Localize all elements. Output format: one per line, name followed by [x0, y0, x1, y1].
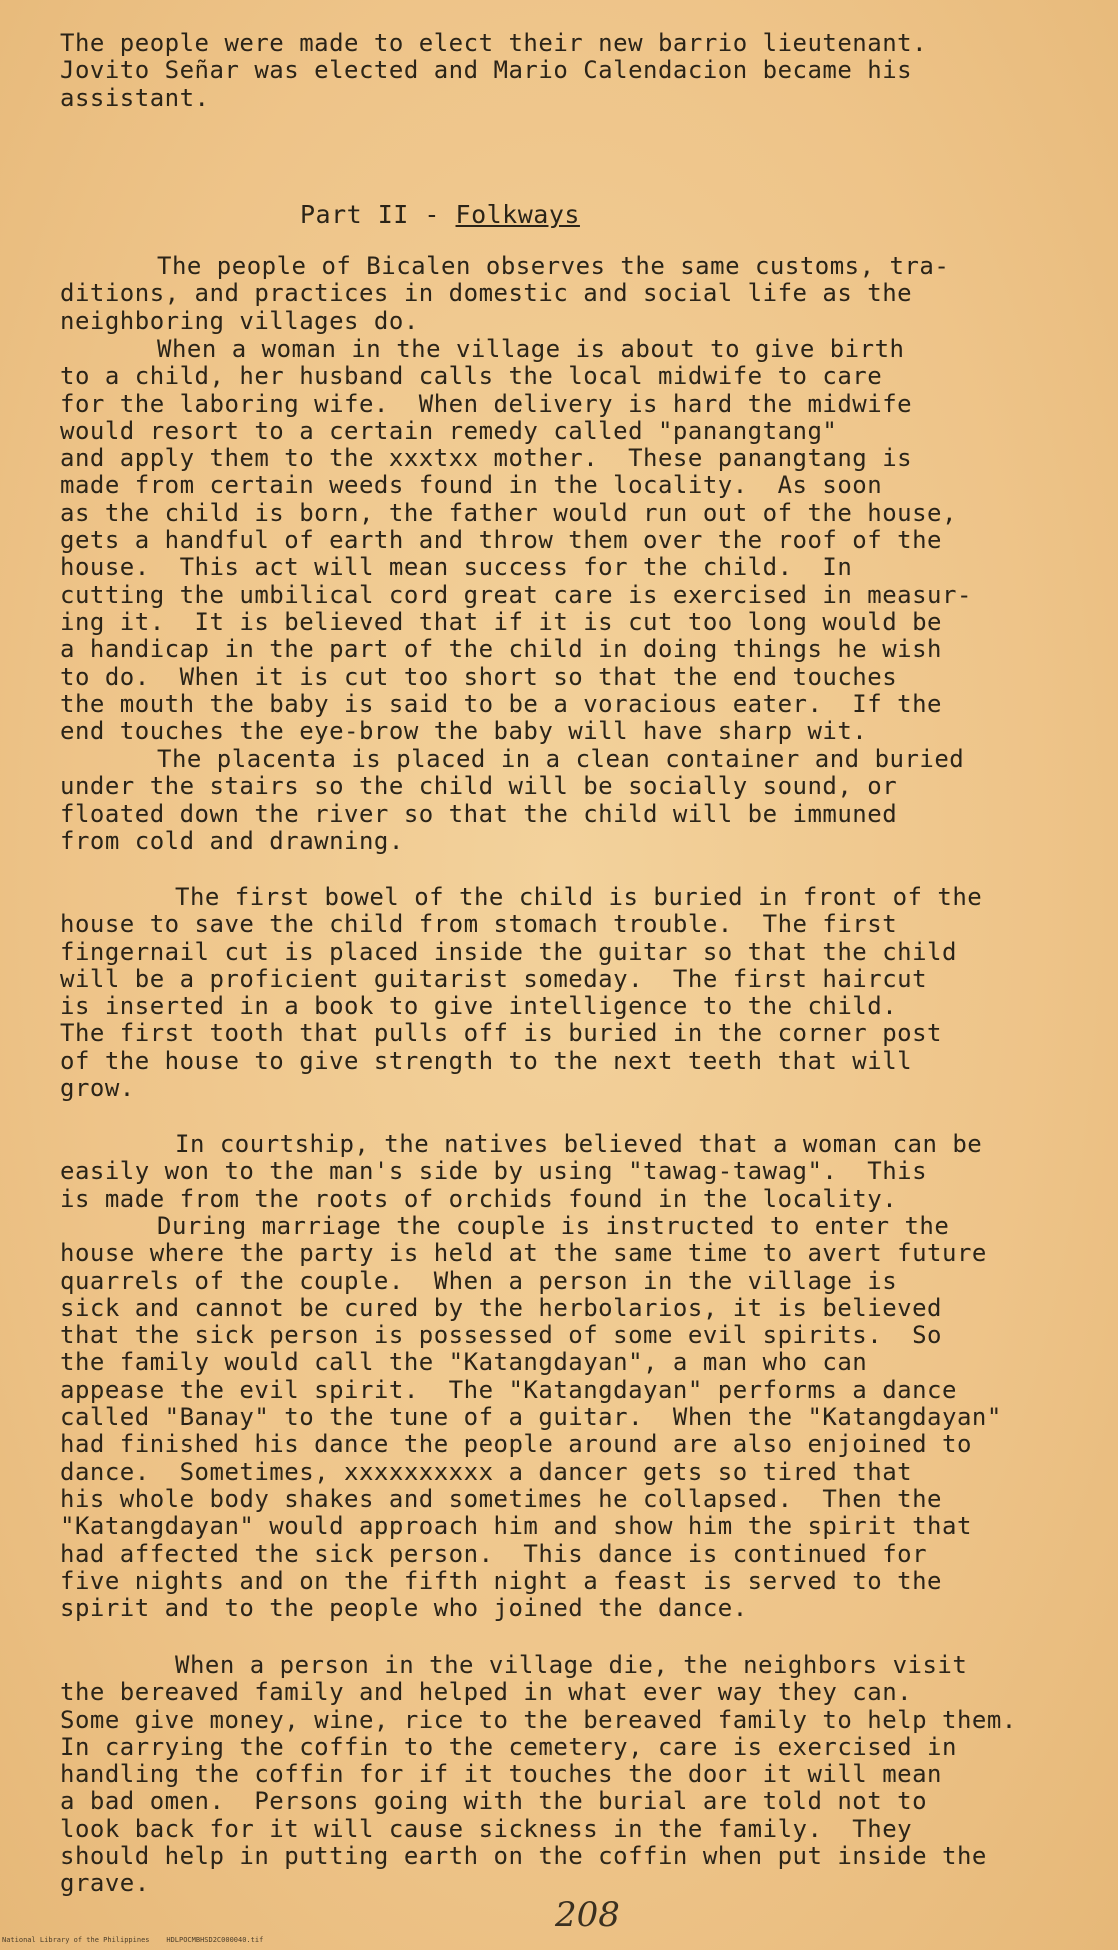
text-line: floated down the river so that the child will be immuned: [60, 799, 898, 828]
text-line: the family would call the "Katangdayan", a man who can: [60, 1348, 868, 1377]
text-line: is made from the roots of orchids found in the locality.: [60, 1184, 898, 1213]
text-line: easily won to the man's side by using "tawag-tawag". This: [60, 1157, 928, 1186]
text-line: had finished his dance the people around are also enjoined to: [60, 1430, 972, 1459]
text-line: The first tooth that pulls off is buried in the corner post: [60, 1019, 943, 1048]
text-line: When a woman in the village is about to give birth: [157, 335, 905, 363]
text-line: end touches the eye-brow the baby will have sharp wit.: [60, 717, 868, 746]
text-line: cutting the umbilical cord great care is exercised in measur-: [60, 580, 972, 609]
text-line: his whole body shakes and sometimes he collapsed. Then the: [60, 1484, 943, 1513]
text-line: for the laboring wife. When delivery is hard the midwife: [60, 389, 913, 418]
text-line: In carrying the coffin to the cemetery, care is exercised in: [60, 1732, 957, 1761]
text-line: as the child is born, the father would run out of the house,: [60, 498, 957, 527]
handwritten-page-number: 208: [555, 1895, 620, 1935]
text-line: had affected the sick person. This dance is continued for: [60, 1539, 928, 1568]
text-line: When a person in the village die, the neighbors visit: [175, 1651, 968, 1679]
text-line: dance. Sometimes, xxxxxxxxxx a dancer gets so tired that: [60, 1457, 913, 1486]
text-line: spirit and to the people who joined the dance.: [60, 1594, 748, 1623]
text-line: the bereaved family and helped in what ever way they can.: [60, 1678, 913, 1707]
text-line: In courtship, the natives believed that a woman can be: [175, 1130, 983, 1158]
text-line: The people of Bicalen observes the same customs, tra-: [157, 252, 950, 280]
archive-footer: National Library of the Philippines HDLPOCMBHSD2C000040.tif: [2, 1936, 264, 1944]
text-line: appease the evil spirit. The "Katangdayan" performs a dance: [60, 1375, 957, 1404]
section-heading: [300, 200, 580, 229]
text-line: look back for it will cause sickness in the family. They: [60, 1814, 913, 1843]
paragraph-4: [60, 884, 1100, 1102]
text-line: under the stairs so the child will be socially sound, or: [60, 772, 898, 801]
text-line: will be a proficient guitarist someday. The first haircut: [60, 964, 928, 993]
text-line: would resort to a certain remedy called "panangtang": [60, 416, 838, 445]
text-line: Jovito Señar was elected and Mario Calendacion became his: [60, 56, 913, 85]
text-line: The first bowel of the child is buried in front of the: [175, 883, 983, 911]
text-line: During marriage the couple is instructed to enter the: [157, 1212, 950, 1240]
text-line: called "Banay" to the tune of a guitar. When the "Katangdayan": [60, 1403, 1002, 1432]
paragraph-6: [60, 1213, 1100, 1622]
paragraph-1: [60, 253, 1100, 335]
paragraph-3: [60, 746, 1100, 855]
heading-title: Folkways: [455, 200, 580, 229]
text-line: a handicap in the part of the child in doing things he wish: [60, 635, 943, 664]
text-line: that the sick person is possessed of some evil spirits. So: [60, 1321, 943, 1350]
text-line: to a child, her husband calls the local midwife to care: [60, 362, 883, 391]
text-line: grow.: [60, 1074, 135, 1103]
text-line: of the house to give strength to the next teeth that will: [60, 1046, 913, 1075]
paragraph-5: [60, 1131, 1100, 1213]
heading-prefix: Part II -: [300, 200, 456, 229]
text-line: is inserted in a book to give intelligence to the child.: [60, 992, 898, 1021]
text-line: fingernail cut is placed inside the guitar so that the child: [60, 937, 957, 966]
text-line: quarrels of the couple. When a person in the village is: [60, 1266, 898, 1295]
text-line: to do. When it is cut too short so that the end touches: [60, 662, 898, 691]
paragraph-2: [60, 336, 1100, 745]
text-line: "Katangdayan" would approach him and show him the spirit that: [60, 1512, 972, 1541]
paragraph-7: [60, 1652, 1100, 1898]
text-line: house. This act will mean success for the child. In: [60, 553, 853, 582]
text-line: five nights and on the fifth night a feast is served to the: [60, 1566, 943, 1595]
text-line: neighboring villages do.: [60, 306, 419, 335]
text-line: from cold and drawning.: [60, 826, 404, 855]
text-line: and apply them to the xxxtxx mother. These panangtang is: [60, 444, 913, 473]
text-line: assistant.: [60, 83, 210, 112]
intro-paragraph: [60, 30, 1100, 112]
text-line: sick and cannot be cured by the herbolarios, it is believed: [60, 1293, 943, 1322]
text-line: should help in putting earth on the coffin when put inside the: [60, 1842, 987, 1871]
text-line: a bad omen. Persons going with the burial are told not to: [60, 1787, 928, 1816]
text-line: grave.: [60, 1869, 150, 1898]
text-line: the mouth the baby is said to be a voracious eater. If the: [60, 689, 943, 718]
text-line: made from certain weeds found in the locality. As soon: [60, 471, 883, 500]
text-line: Some give money, wine, rice to the bereaved family to help them.: [60, 1705, 1017, 1734]
text-line: ing it. It is believed that if it is cut too long would be: [60, 607, 943, 636]
text-line: The people were made to elect their new barrio lieutenant.: [60, 29, 928, 57]
text-line: house to save the child from stomach trouble. The first: [60, 910, 898, 939]
text-line: house where the party is held at the same time to avert future: [60, 1239, 987, 1268]
text-line: gets a handful of earth and throw them over the roof of the: [60, 526, 943, 555]
text-line: The placenta is placed in a clean container and buried: [157, 745, 965, 773]
text-line: handling the coffin for if it touches the door it will mean: [60, 1760, 943, 1789]
text-line: ditions, and practices in domestic and social life as the: [60, 279, 913, 308]
